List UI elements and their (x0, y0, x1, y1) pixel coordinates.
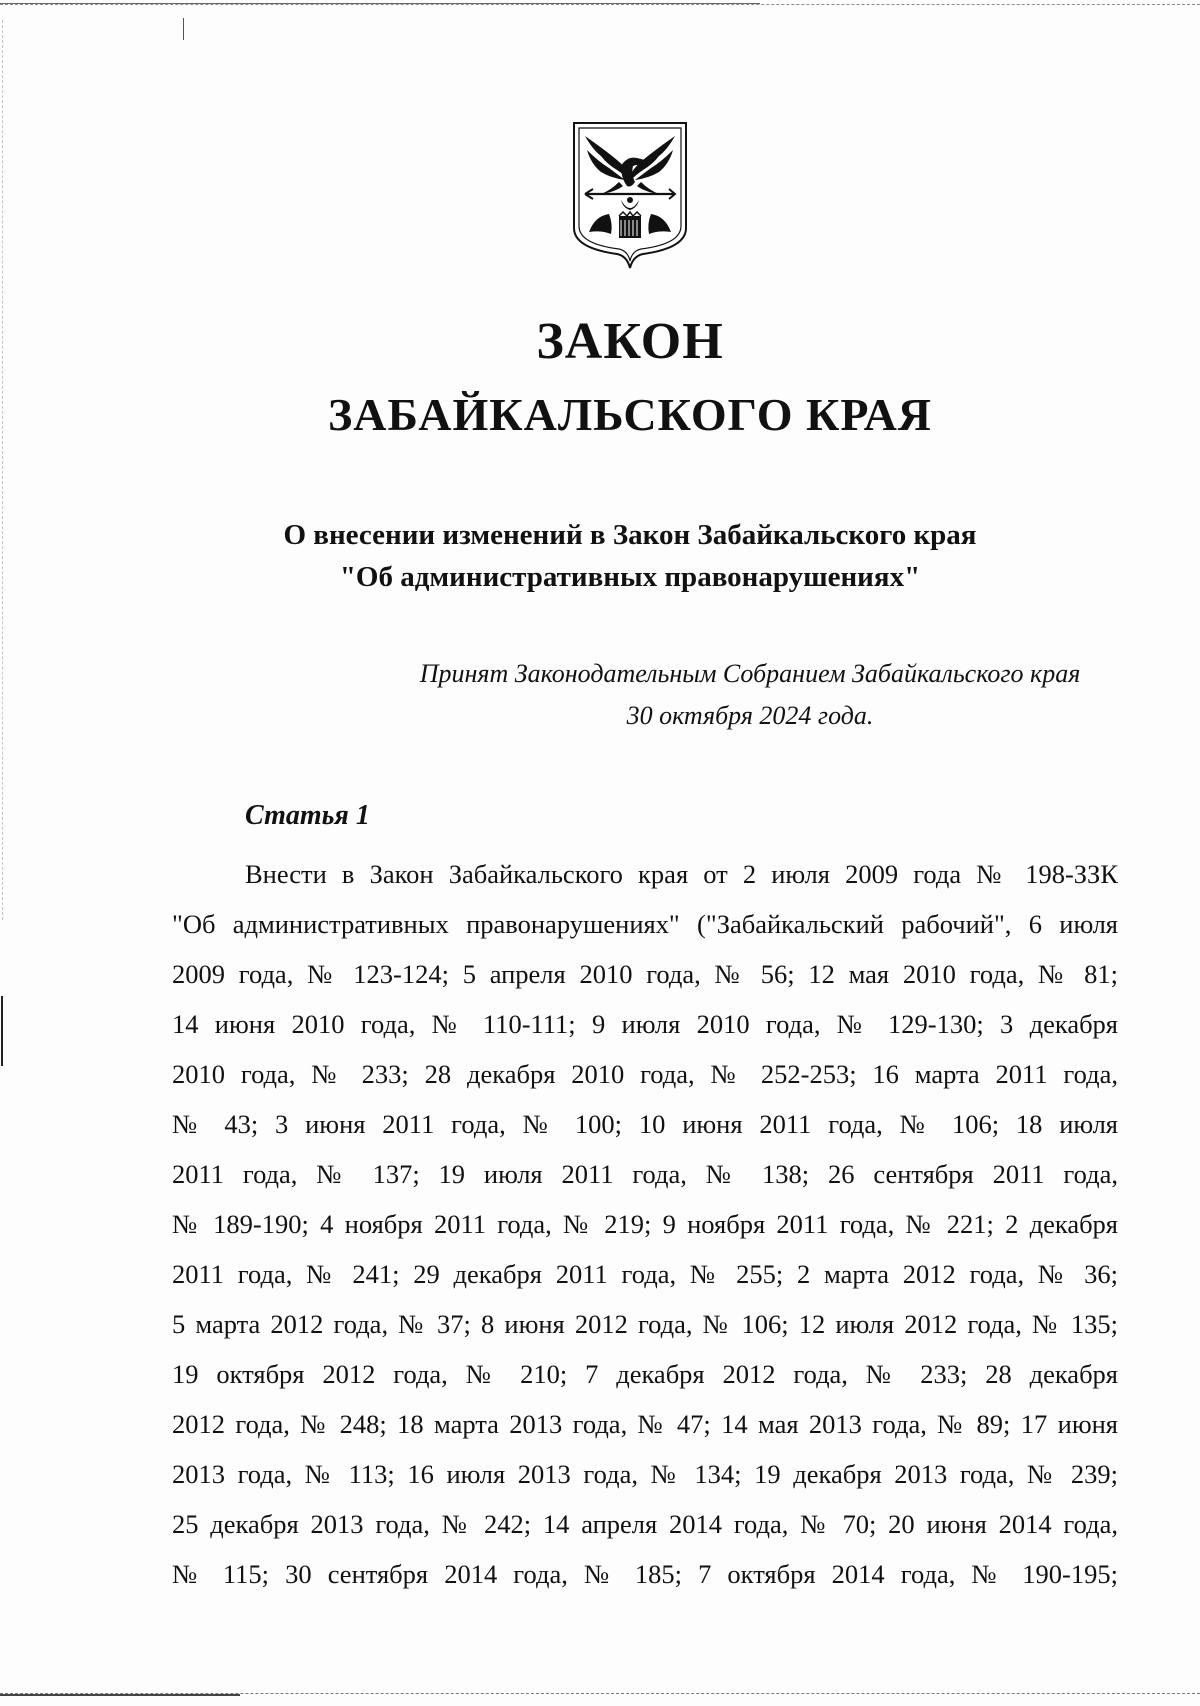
body-line: № 189-190; 4 ноября 2011 года, № 219; 9 ноября 2011 года, № 221; 2 декабря (172, 1209, 1118, 1239)
document-title-line-2: ЗАБАЙКАЛЬСКОГО КРАЯ (327, 389, 933, 440)
body-line: "Об административных правонарушениях" ("Забайкальский рабочий", 6 июля (172, 909, 1118, 939)
scan-mark (1, 996, 3, 1066)
body-line: 2010 года, № 233; 28 декабря 2010 года, № 252-253; 16 марта 2011 года, (172, 1059, 1118, 1089)
body-line: 2009 года, № 123-124; 5 апреля 2010 года, № 56; 12 мая 2010 года, № 81; (172, 959, 1118, 989)
article-body (172, 849, 1118, 1599)
body-line: 2011 года, № 137; 19 июля 2011 года, № 138; 26 сентября 2011 года, (172, 1159, 1118, 1189)
body-line: 2013 года, № 113; 16 июля 2013 года, № 134; 19 декабря 2013 года, № 239; (172, 1459, 1118, 1489)
body-line: 14 июня 2010 года, № 110-111; 9 июля 2010 года, № 129-130; 3 декабря (172, 1009, 1118, 1039)
body-line: № 43; 3 июня 2011 года, № 100; 10 июня 2011 года, № 106; 18 июля (172, 1109, 1118, 1139)
body-line: 5 марта 2012 года, № 37; 8 июня 2012 года, № 106; 12 июля 2012 года, № 135; (172, 1309, 1118, 1339)
scan-edge-line (2, 20, 3, 920)
scan-mark (183, 18, 184, 40)
body-line: 19 октября 2012 года, № 210; 7 декабря 2012 года, № 233; 28 декабря (172, 1359, 1118, 1389)
scan-edge-line (0, 1694, 240, 1696)
body-line: 25 декабря 2013 года, № 242; 14 апреля 2014 года, № 70; 20 июня 2014 года, (172, 1509, 1118, 1539)
document-subtitle (0, 514, 1200, 598)
document-title-line-1: ЗАКОН (536, 313, 724, 370)
subtitle-line: "Об административных правонарушениях" (339, 561, 921, 593)
body-line: Внести в Закон Забайкальского края от 2 июля 2009 года № 198-ЗЗК (245, 859, 1118, 889)
body-line: 2011 года, № 241; 29 декабря 2011 года, № 255; 2 марта 2012 года, № 36; (172, 1259, 1118, 1289)
adoption-line: 30 октября 2024 года. (626, 701, 874, 730)
body-line: № 115; 30 сентября 2014 года, № 185; 7 октября 2014 года, № 190-195; (172, 1559, 1118, 1589)
body-line: 2012 года, № 248; 18 марта 2013 года, № 47; 14 мая 2013 года, № 89; 17 июня (172, 1409, 1118, 1439)
adoption-note (0, 653, 1200, 737)
adoption-line: Принят Законодательным Собранием Забайкальского края (419, 659, 1081, 688)
subtitle-line: О внесении изменений в Закон Забайкальского края (283, 519, 977, 551)
coat-of-arms-icon (571, 120, 689, 270)
article-heading: Статья 1 (245, 800, 370, 831)
scan-edge-line (0, 4, 1200, 5)
